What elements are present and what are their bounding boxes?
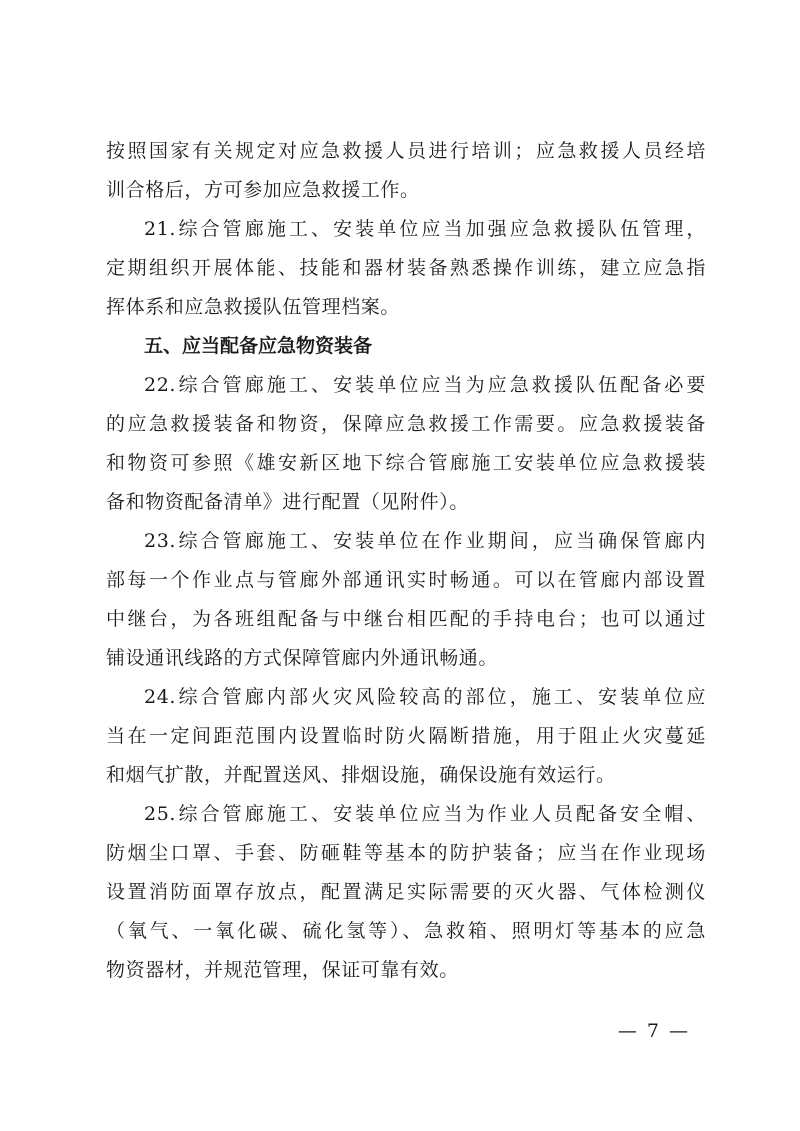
text-line: 备和物资配备清单》进行配置（见附件）。 [106,491,469,513]
text-line: 部每一个作业点与管廊外部通讯实时畅通。可以在管廊内部设置 [106,569,706,591]
text-line: 和烟气扩散，并配置送风、排烟设施，确保设施有效运行。 [106,764,616,786]
text-line: 铺设通讯线路的方式保障管廊内外通讯畅通。 [106,647,499,669]
text-line: 的应急救援装备和物资，保障应急救援工作需要。应急救援装备 [106,413,706,435]
text-line: 物资器材，并规范管理，保证可靠有效。 [106,959,459,981]
text-line: 中继台，为各班组配备与中继台相匹配的手持电台；也可以通过 [106,608,706,630]
text-line: 按照国家有关规定对应急救援人员进行培训；应急救援人员经培 [106,140,706,162]
text-line: 25.综合管廊施工、安装单位应当为作业人员配备安全帽、 [144,803,706,825]
page-number: — 7 — [617,1020,690,1042]
text-line: 防烟尘口罩、手套、防砸鞋等基本的防护装备；应当在作业现场 [106,842,706,864]
text-line: （氧气、一氧化碳、硫化氢等）、急救箱、照明灯等基本的应急 [106,920,706,942]
text-line: 24.综合管廊内部火灾风险较高的部位，施工、安装单位应 [144,686,706,708]
text-line: 22.综合管廊施工、安装单位应当为应急救援队伍配备必要 [144,374,706,396]
document-body [106,132,706,990]
text-line: 当在一定间距范围内设置临时防火隔断措施，用于阻止火灾蔓延 [106,725,706,747]
section-heading: 五、应当配备应急物资装备 [144,335,373,357]
text-line: 定期组织开展体能、技能和器材装备熟悉操作训练，建立应急指 [106,257,706,279]
text-line: 21.综合管廊施工、安装单位应当加强应急救援队伍管理， [144,218,706,240]
text-line: 和物资可参照《雄安新区地下综合管廊施工安装单位应急救援装 [106,452,706,474]
text-line: 挥体系和应急救援队伍管理档案。 [106,296,401,318]
text-line: 23.综合管廊施工、安装单位在作业期间，应当确保管廊内 [144,530,706,552]
text-line: 训合格后，方可参加应急救援工作。 [106,179,420,201]
text-line: 设置消防面罩存放点，配置满足实际需要的灭火器、气体检测仪 [106,881,706,903]
